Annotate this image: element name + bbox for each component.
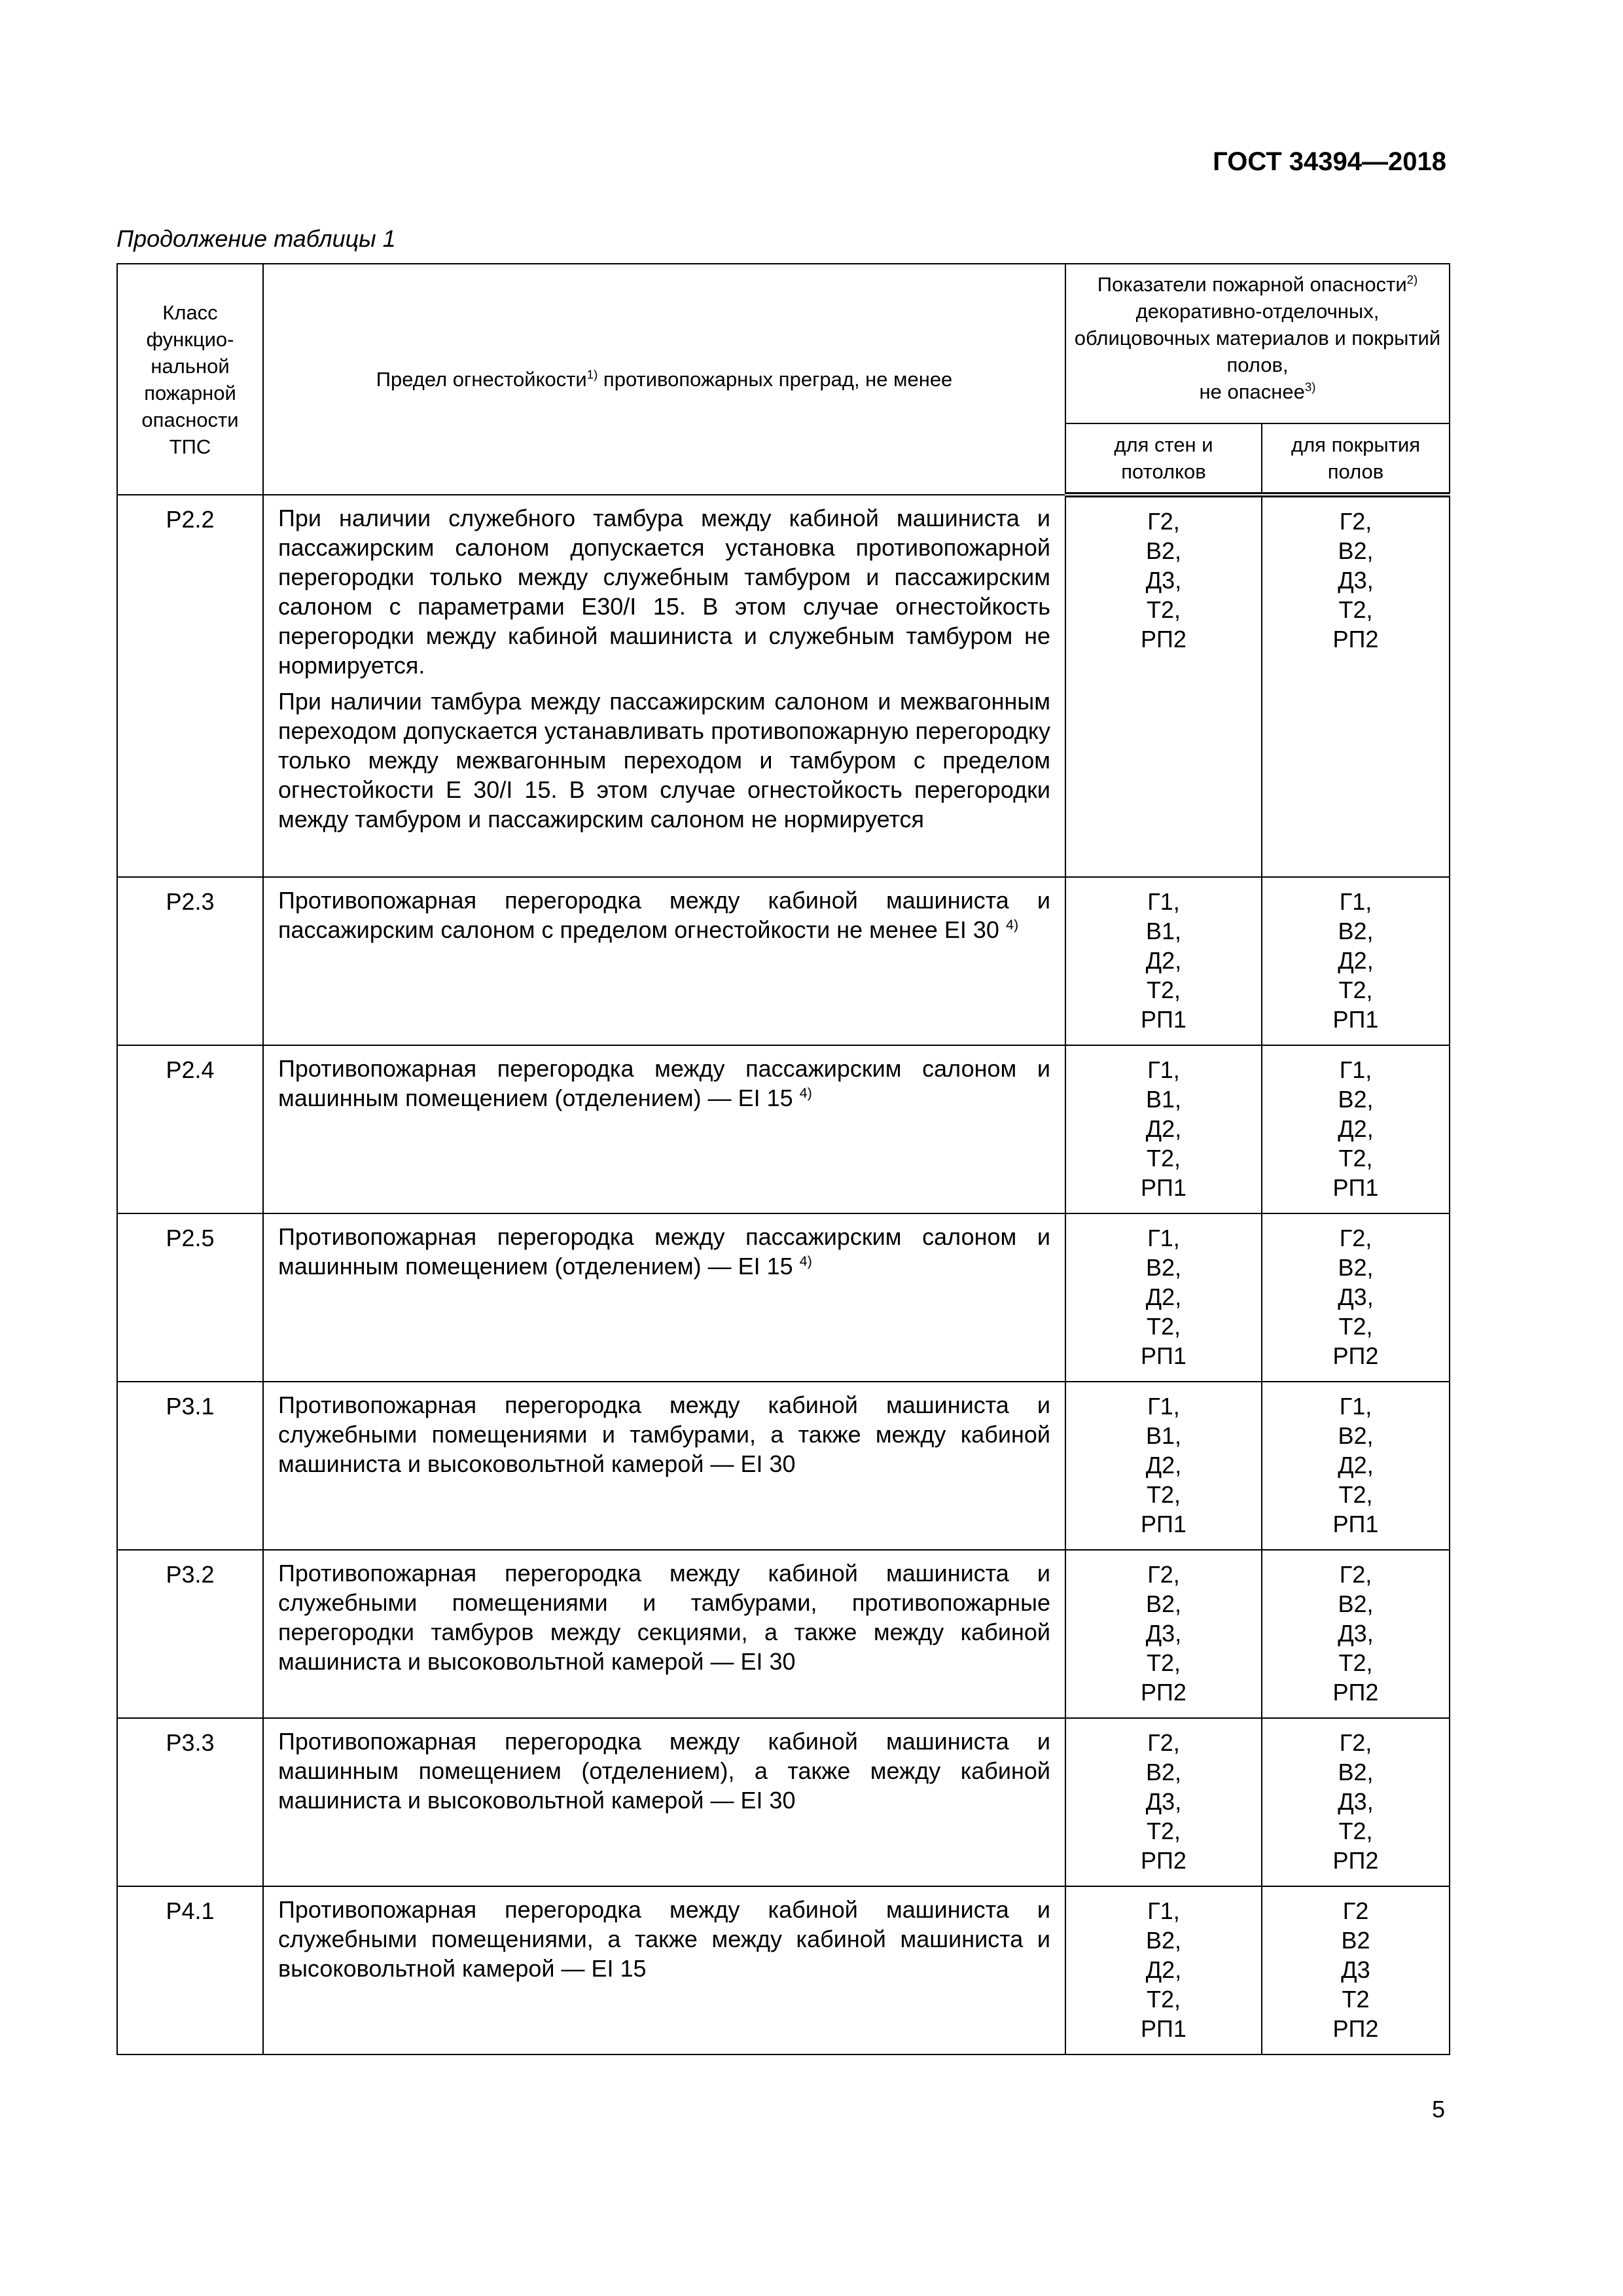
table-row [117, 495, 1450, 877]
row-walls: Г1, В2, Д2, Т2, РП1 [1065, 1886, 1262, 2054]
header-indicators: Показатели пожарной опасности$^{2)}$ декоративно-отделочных, облицовочных материалов и покрытий полов, не опаснее$^{3)}$ [1065, 264, 1450, 423]
row-description: Противопожарная перегородка между пассажирским салоном и машинным помещением (отделением) — EI 15 $^{4)}$ [263, 1045, 1065, 1213]
row-floors: Г2, В2, Д3, Т2, РП2 [1262, 495, 1450, 877]
row-description: Противопожарная перегородка между кабиной машиниста и машинным помещением (отделением), а также между кабиной машиниста и высоковольтной камерой — EI 30 [263, 1718, 1065, 1886]
row-description: Противопожарная перегородка между кабиной машиниста и пассажирским салоном с пределом огнестойкости не менее EI 30 $^{4)}$ [263, 877, 1065, 1045]
row-description: Противопожарная перегородка между кабиной машиниста и служебными помещениями, а также между кабиной машиниста и высоковольтной камерой — EI 15 [263, 1886, 1065, 2054]
row-class: Р4.1 [117, 1886, 263, 2054]
row-walls: Г1, В1, Д2, Т2, РП1 [1065, 1382, 1262, 1550]
row-class: Р3.3 [117, 1718, 263, 1886]
row-floors: Г2 В2 Д3 Т2 РП2 [1262, 1886, 1450, 2054]
table-continuation-caption: Продолжение таблицы 1 [116, 225, 396, 252]
row-description: Противопожарная перегородка между кабиной машиниста и служебными помещениями и тамбурами, противопожарные перегородки тамбуров между секциями, а также между кабиной машиниста и высоковольтной камерой — EI 30 [263, 1550, 1065, 1718]
row-class: Р3.2 [117, 1550, 263, 1718]
row-walls: Г2, В2, Д3, Т2, РП2 [1065, 495, 1262, 877]
row-floors: Г2, В2, Д3, Т2, РП2 [1262, 1550, 1450, 1718]
document-standard-code: ГОСТ 34394—2018 [1213, 147, 1446, 176]
fire-safety-table [116, 263, 1450, 2055]
row-description: При наличии служебного тамбура между кабиной машиниста и пассажирским салоном допускается установка противопожарной перегородки только между служебным тамбуром и пассажирским салоном с параметрами Е30/I 15. В этом случае огнестойкость перегородки между кабиной машиниста и служебным тамбуром не нормируется. При наличии тамбура между пассажирским салоном и межвагонным переходом допускается устанавливать противопожарную перегородку только между межвагонным переходом и тамбуром с пределом огнестойкости Е 30/I 15. В этом случае огнестойкость перегородки между тамбуром и пассажирским салоном не нормируется [263, 495, 1065, 877]
row-walls: Г1, В2, Д2, Т2, РП1 [1065, 1213, 1262, 1382]
row-class: Р2.2 [117, 495, 263, 877]
row-floors: Г1, В2, Д2, Т2, РП1 [1262, 1045, 1450, 1213]
row-walls: Г2, В2, Д3, Т2, РП2 [1065, 1718, 1262, 1886]
table-row [117, 1550, 1450, 1718]
row-class: Р2.5 [117, 1213, 263, 1382]
header-fire-resistance: Предел огнестойкости$^{1)}$ противопожарных преград, не менее [263, 264, 1065, 495]
row-floors: Г2, В2, Д3, Т2, РП2 [1262, 1213, 1450, 1382]
header-floors: для покрытия полов [1262, 423, 1450, 495]
row-class: Р2.3 [117, 877, 263, 1045]
table-row [117, 1718, 1450, 1886]
row-floors: Г1, В2, Д2, Т2, РП1 [1262, 877, 1450, 1045]
table-row [117, 1886, 1450, 2054]
row-floors: Г1, В2, Д2, Т2, РП1 [1262, 1382, 1450, 1550]
row-description: Противопожарная перегородка между кабиной машиниста и служебными помещениями и тамбурами, а также между кабиной машиниста и высоковольтной камерой — EI 30 [263, 1382, 1065, 1550]
header-class: Класс функцио-нальной пожарной опасности ТПС [117, 264, 263, 495]
row-walls: Г2, В2, Д3, Т2, РП2 [1065, 1550, 1262, 1718]
header-walls: для стен и потолков [1065, 423, 1262, 495]
page-number: 5 [1431, 2096, 1445, 2123]
table-row [117, 1045, 1450, 1213]
row-walls: Г1, В1, Д2, Т2, РП1 [1065, 1045, 1262, 1213]
table-row [117, 1382, 1450, 1550]
row-walls: Г1, В1, Д2, Т2, РП1 [1065, 877, 1262, 1045]
row-class: Р3.1 [117, 1382, 263, 1550]
row-class: Р2.4 [117, 1045, 263, 1213]
table-row [117, 1213, 1450, 1382]
table-row [117, 877, 1450, 1045]
row-description: Противопожарная перегородка между пассажирским салоном и машинным помещением (отделением) — EI 15 $^{4)}$ [263, 1213, 1065, 1382]
row-floors: Г2, В2, Д3, Т2, РП2 [1262, 1718, 1450, 1886]
